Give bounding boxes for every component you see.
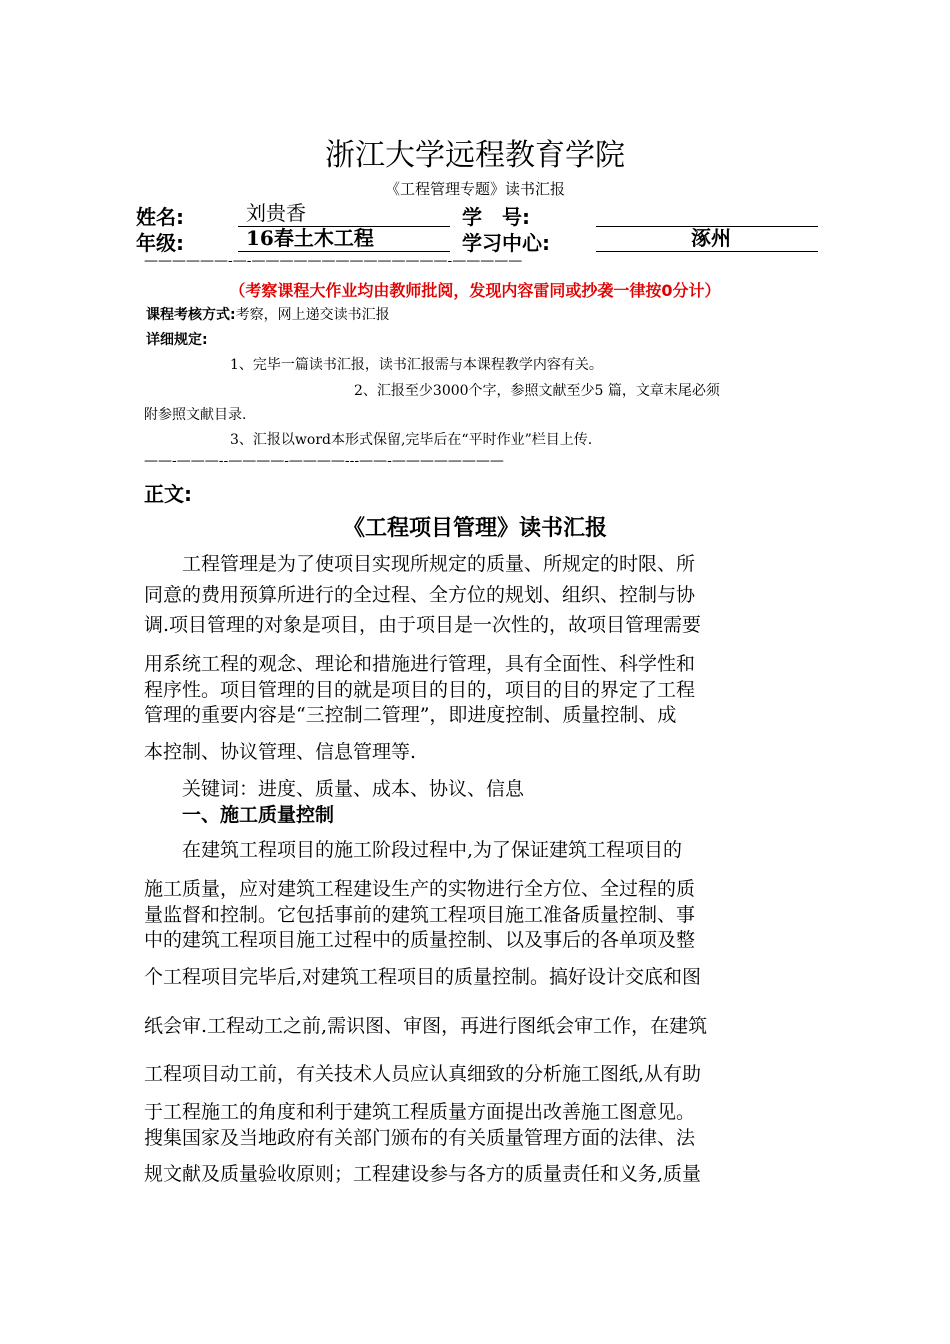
body-line: 搜集国家及当地政府有关部门颁布的有关质量管理方面的法律、法 [144,1127,696,1149]
body-line: 纸会审.工程动工之前,需识图、审图，再进行图纸会审工作，在建筑 [144,1015,708,1037]
body-line: 施工质量，应对建筑工程建设生产的实物进行全方位、全过程的质 [144,878,696,900]
body-line: 管理的重要内容是“三控制二管理”，即进度控制、质量控制、成 [144,704,677,726]
page-title: 浙江大学远程教育学院 [325,138,625,173]
body-line: 用系统工程的观念、理论和措施进行管理，具有全面性、科学性和 [144,653,696,675]
body-line: 调.项目管理的对象是项目，由于项目是一次性的，故项目管理需要 [144,614,702,636]
page-subtitle: 《工程管理专题》读书汇报 [384,180,565,198]
rule-1: 1、完毕一篇读书汇报，读书汇报需与本课程教学内容有关。 [230,357,603,373]
body-line: 在建筑工程项目的施工阶段过程中,为了保证建筑工程项目的 [144,839,683,861]
separator-line-2: ——-———--————-————---——-———————— [144,453,504,469]
body-line: 个工程项目完毕后,对建筑工程项目的质量控制。搞好设计交底和图 [144,966,702,988]
study-center-value: 涿州 [596,225,818,252]
body-line: 同意的费用预算所进行的全过程、全方位的规划、组织、控制与协 [144,584,696,606]
rule-2-continued: 附参照文献目录. [144,407,247,423]
rule-3: 3、汇报以word本形式保留,完毕后在“平时作业”栏目上传. [230,432,593,448]
body-line: 工程管理是为了使项目实现所规定的质量、所规定的时限、所 [144,553,696,575]
name-value: 刘贵香 [238,200,450,227]
body-line: 工程项目动工前，有关技术人员应认真细致的分析施工图纸,从有助 [144,1063,702,1085]
name-label: 姓名: [136,205,184,229]
grade-label: 年级: [136,231,184,255]
keywords-line: 关键词：进度、质量、成本、协议、信息 [144,778,525,800]
essay-heading: 《工程项目管理》读书汇报 [342,516,607,541]
body-line: 规文献及质量验收原则；工程建设参与各方的质量责任和义务,质量 [144,1163,702,1185]
body-line: 程序性。项目管理的目的就是项目的目的，项目的目的界定了工程 [144,679,696,701]
warning-notice: （考察课程大作业均由教师批阅，发现内容雷同或抄袭一律按0分计） [229,281,721,300]
student-id-value [596,200,818,227]
body-line: 中的建筑工程项目施工过程中的质量控制、以及事后的各单项及整 [144,929,696,951]
detail-rules-label: 详细规定: [146,332,208,348]
body-line: 本控制、协议管理、信息管理等. [144,741,417,763]
section-heading: 一、施工质量控制 [144,804,335,826]
assessment-method-value: 考察，网上递交读书汇报 [235,307,390,323]
body-line: 量监督和控制。它包括事前的建筑工程项目施工准备质量控制、事 [144,904,696,926]
separator-line: ——————-—-——————————————-————— [144,253,523,269]
assessment-method-label: 课程考核方式: [146,307,236,323]
body-label: 正文: [144,482,192,506]
body-line: 于工程施工的角度和利于建筑工程质量方面提出改善施工图意见。 [144,1101,696,1123]
assessment-method [146,304,390,324]
grade-value: 16春土木工程 [238,225,450,252]
rule-2: 2、汇报至少3000个字，参照文献至少5 篇，文章末尾必须 [354,383,720,399]
study-center-label: 学习中心: [462,231,550,255]
student-id-label: 学 号: [462,205,530,229]
